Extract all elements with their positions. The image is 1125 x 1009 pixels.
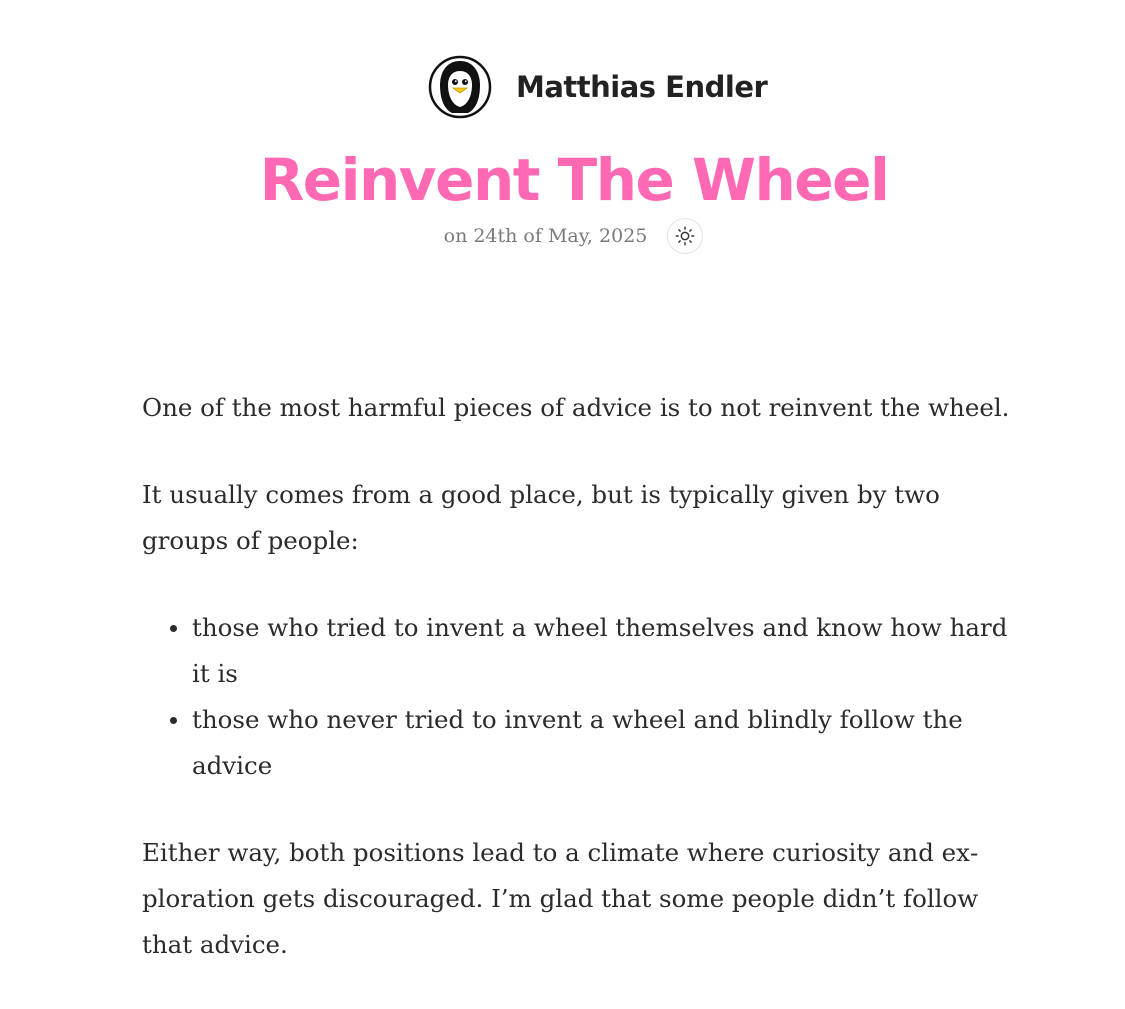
penguin-icon: [428, 55, 492, 119]
site-name[interactable]: Matthias Endler: [516, 70, 768, 104]
post-title: Reinvent The Wheel: [259, 146, 889, 214]
article-body: [142, 385, 1032, 1009]
paragraph: One of the most harmful pieces of advice is to not reinvent the wheel.: [142, 393, 1010, 422]
list-item: those who tried to invent a wheel themselves and know how hard it is: [192, 605, 1032, 697]
post-date: on 24th of May, 2025: [443, 225, 648, 247]
theme-toggle-button[interactable]: [667, 218, 703, 254]
list-item: those who never tried to invent a wheel and blindly follow the advice: [192, 697, 1032, 789]
site-header: [0, 0, 1125, 130]
home-link[interactable]: [428, 55, 767, 119]
paragraph: It usually comes from a good place, but is typically given by two groups of people:: [142, 480, 940, 555]
sun-icon: [674, 225, 696, 247]
post-meta: [0, 216, 1125, 256]
bullet-list: [142, 605, 1032, 789]
paragraph: Either way, both positions lead to a climate where curiosity and exploration gets discouraged. I’m glad that some people didn’t follow that advice.: [142, 838, 979, 959]
